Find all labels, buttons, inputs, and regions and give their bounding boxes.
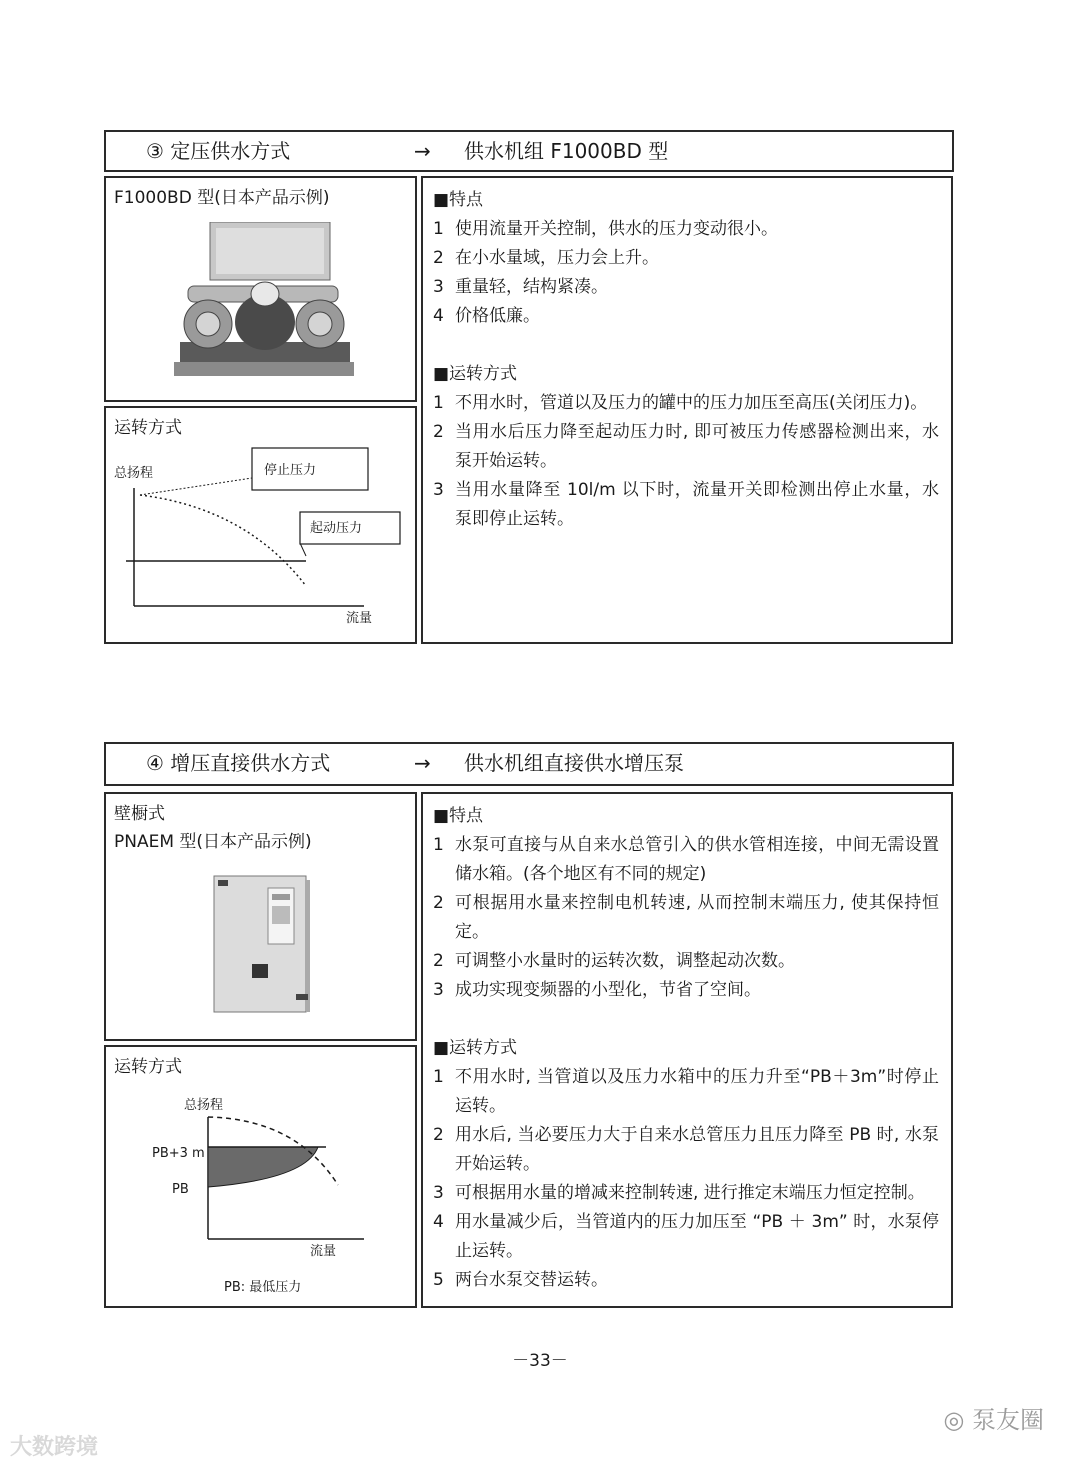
list-item: 1 使用流量开关控制，供水的压力变动很小。 (433, 219, 778, 239)
stop-pressure-leader (140, 478, 252, 495)
section4-title: ④ 增压直接供水方式 (146, 751, 331, 775)
section4-features-title: ■特点 (433, 806, 484, 826)
pump-unit-photo (170, 222, 360, 382)
section4-ops-title: ■运转方式 (433, 1038, 518, 1058)
list-item: 2 当用水后压力降至起动压力时, 即可被压力传感器检测出来，水泵开始运转。 (433, 422, 939, 471)
label-pb: PB (172, 1182, 189, 1197)
section3-header (104, 130, 954, 172)
list-item: 2 可根据用水量来控制电机转速, 从而控制末端压力, 使其保持恒定。 (433, 893, 939, 942)
controlled-pressure-area (208, 1147, 318, 1187)
section3-features-title: ■特点 (433, 190, 484, 210)
list-item: 1 不用水时, 当管道以及压力水箱中的压力升至“PB＋3m”时停止运转。 (433, 1067, 939, 1116)
section3-ops-title: ■运转方式 (433, 364, 518, 384)
section3-chart-title: 运转方式 (114, 418, 182, 438)
constant-pressure-chart (106, 408, 415, 642)
section3-title: ③ 定压供水方式 (146, 139, 291, 163)
list-item: 1 不用水时，管道以及压力的罐中的压力加压至高压(关闭压力)。 (433, 393, 928, 413)
chart-note: PB: 最低压力 (224, 1280, 302, 1295)
section3-chart-box (104, 406, 417, 644)
list-item: 2 在小水量域，压力会上升。 (433, 248, 659, 268)
section4-chart-box (104, 1045, 417, 1308)
label-pb3: PB+3 m (152, 1146, 205, 1161)
list-item: 2 可调整小水量时的运转次数，调整起动次数。 (433, 951, 795, 971)
section3-chart-ylabel: 总扬程 (114, 466, 154, 481)
list-item: 2 用水后, 当必要压力大于自来水总管压力且压力降至 PB 时, 水泵开始运转。 (433, 1125, 939, 1174)
list-item: 4 用水量减少后，当管道内的压力加压至 “PB ＋ 3m” 时，水泵停止运转。 (433, 1212, 939, 1261)
watermark-right: ◎ 泵友圈 (943, 1406, 1044, 1434)
list-item: 4 价格低廉。 (433, 306, 540, 326)
section3-text-box (421, 176, 953, 644)
section3-subtitle: 供水机组 F1000BD 型 (464, 139, 669, 163)
list-item: 3 重量轻，结构紧凑。 (433, 277, 608, 297)
arrow-icon: → (414, 751, 431, 775)
section3-product-caption: F1000BD 型(日本产品示例) (114, 188, 330, 208)
list-item: 3 可根据用水量的增减来控制转速, 进行推定末端压力恒定控制。 (433, 1183, 925, 1203)
section4-product-caption-1: 壁橱式 (114, 804, 165, 824)
section4-chart-title: 运转方式 (114, 1057, 182, 1077)
pump-curve (140, 495, 306, 586)
wechat-icon: ◎ (943, 1406, 965, 1434)
section4-text-box (421, 792, 953, 1308)
section4-subtitle: 供水机组直接供水增压泵 (464, 751, 684, 775)
page-number: －33－ (512, 1351, 568, 1371)
start-pressure-leader (300, 543, 306, 556)
callout-stop-text: 停止压力 (264, 463, 317, 478)
section4-chart-ylabel: 总扬程 (184, 1098, 224, 1113)
section4-product-box (104, 792, 417, 1041)
list-item: 3 成功实现变频器的小型化，节省了空间。 (433, 980, 761, 1000)
arrow-icon: → (414, 139, 431, 163)
section4-product-caption-2: PNAEM 型(日本产品示例) (114, 832, 312, 852)
section4-chart-xlabel: 流量 (310, 1244, 337, 1259)
section3-product-box (104, 176, 417, 402)
booster-pump-chart (106, 1047, 415, 1306)
section4-header (104, 742, 954, 786)
cabinet-pump-photo (212, 874, 312, 1018)
callout-start-text: 起动压力 (310, 521, 363, 536)
section3-chart-xlabel: 流量 (346, 611, 373, 626)
list-item: 1 水泵可直接与从自来水总管引入的供水管相连接，中间无需设置储水箱。(各个地区有不同的规定) (433, 835, 939, 884)
list-item: 5 两台水泵交替运转。 (433, 1270, 608, 1290)
list-item: 3 当用水量降至 10l/m 以下时，流量开关即检测出停止水量，水泵即停止运转。 (433, 480, 939, 529)
watermark-left: 大数跨境 (10, 1435, 99, 1460)
